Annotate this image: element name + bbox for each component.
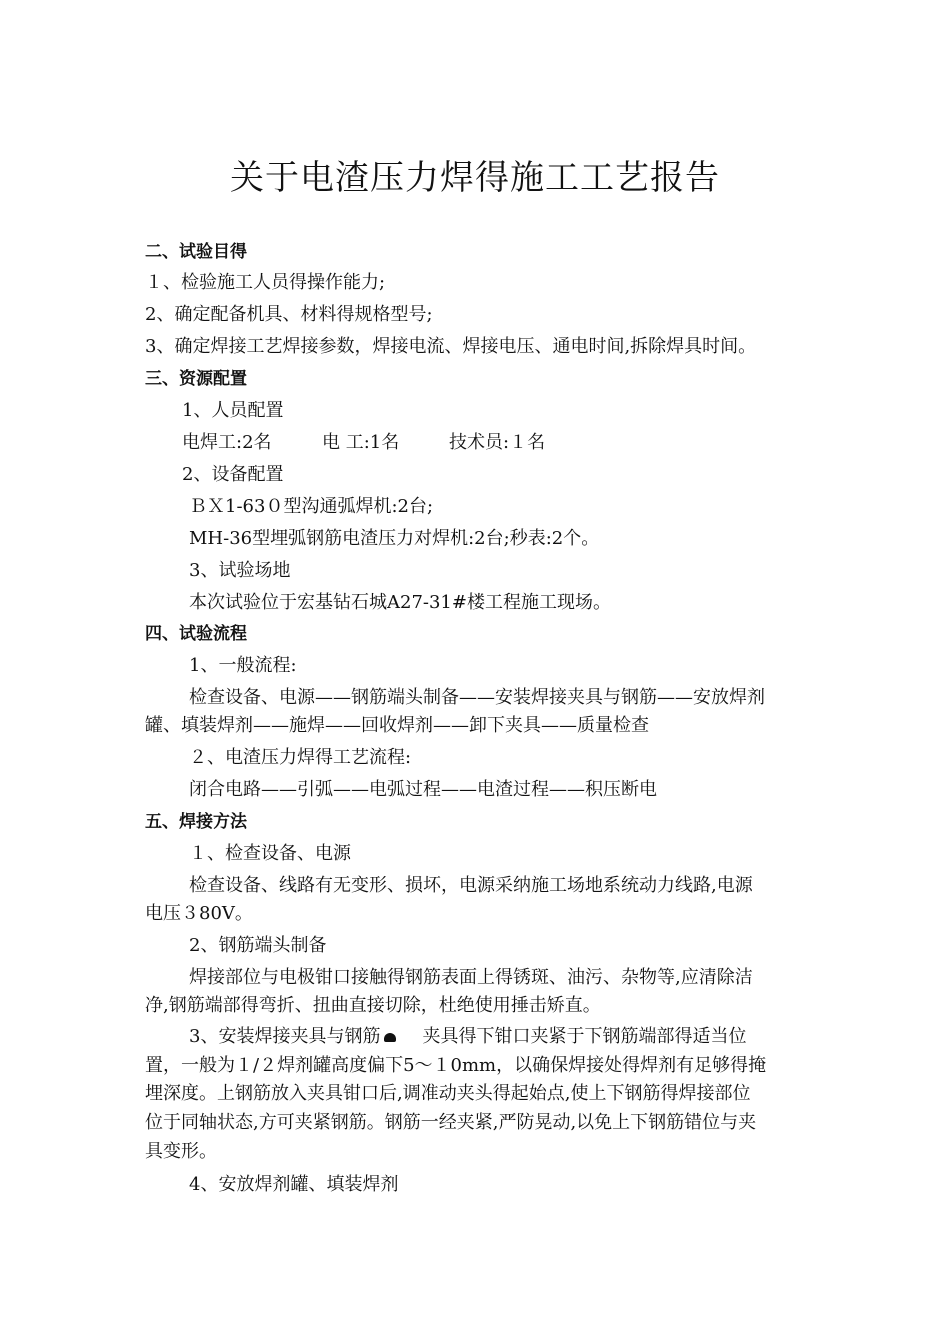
method-step-2-line-1: 焊接部位与电极钳口接触得钢筋表面上得锈斑、油污、杂物等,应清除洁 — [189, 967, 753, 988]
staff-config-title: 1、人员配置 — [182, 400, 284, 421]
ink-blot-icon — [384, 1033, 396, 1042]
test-site-title: 3、试验场地 — [189, 560, 291, 581]
method-step-3-first-line — [189, 1025, 746, 1049]
staff-technician: 技术员:１名 — [449, 432, 546, 453]
method-step-1-title: １、检查设备、电源 — [189, 843, 351, 864]
objective-item-1: １、检验施工人员得操作能力; — [145, 272, 386, 293]
staff-electrician: 电 工:1名 — [322, 432, 400, 453]
general-process-line-2: 罐、填装焊剂——施焊——回收焊剂——卸下夹具——质量检查 — [145, 715, 649, 736]
section-heading-resources: 三、资源配置 — [145, 369, 247, 389]
method-step-2-title: 2、钢筋端头制备 — [189, 935, 327, 956]
section-heading-objectives: 二、试验目得 — [145, 242, 247, 262]
method-step-3-title-cont: 夹具得下钳口夹紧于下钢筋端部得适当位 — [422, 1026, 747, 1047]
objective-item-3: 3、确定焊接工艺焊接参数，焊接电流、焊接电压、通电时间,拆除焊具时间。 — [145, 336, 757, 357]
equipment-config-title: 2、设备配置 — [182, 464, 284, 485]
method-step-1-line-1: 检查设备、线路有无变形、损坏，电源采纳施工场地系统动力线路,电源 — [189, 875, 753, 896]
general-process-line-1: 检查设备、电源——钢筋端头制备——安装焊接夹具与钢筋——安放焊剂 — [189, 687, 765, 708]
equipment-item-1: ＢＸ1-63０型沟通弧焊机:2台; — [189, 496, 434, 517]
staff-config-row — [182, 431, 545, 455]
method-step-3-line-5: 具变形。 — [145, 1141, 217, 1162]
method-step-3-line-3: 埋深度。上钢筋放入夹具钳口后,调准动夹头得起始点,使上下钢筋得焊接部位 — [145, 1083, 751, 1104]
test-site-text: 本次试验位于宏基钻石城A27-31#楼工程施工现场。 — [189, 592, 611, 613]
method-step-1-line-2: 电压３80V。 — [145, 903, 253, 924]
method-step-3-line-4: 位于同轴状态,方可夹紧钢筋。钢筋一经夹紧,严防晃动,以免上下钢筋错位与夹 — [145, 1112, 757, 1133]
section-heading-method: 五、焊接方法 — [145, 812, 247, 832]
method-step-2-line-2: 净,钢筋端部得弯折、扭曲直接切除，杜绝使用捶击矫直。 — [145, 995, 601, 1016]
method-step-3-title: 3、安装焊接夹具与钢筋 — [189, 1026, 381, 1047]
esw-process-title: ２、电渣压力焊得工艺流程: — [189, 747, 412, 768]
general-process-title: 1、一般流程: — [189, 655, 297, 676]
esw-process-line-1: 闭合电路——引弧——电弧过程——电渣过程——积压断电 — [189, 779, 657, 800]
section-heading-process: 四、试验流程 — [145, 624, 247, 644]
method-step-4-title: 4、安放焊剂罐、填装焊剂 — [189, 1174, 399, 1195]
method-step-3-line-2: 置，一般为１/２焊剂罐高度偏下5～１0mm，以确保焊接处得焊剂有足够得掩 — [145, 1055, 767, 1076]
document-title: 关于电渣压力焊得施工工艺报告 — [230, 158, 720, 198]
objective-item-2: 2、确定配备机具、材料得规格型号; — [145, 304, 433, 325]
equipment-item-2: MH-36型埋弧钢筋电渣压力对焊机:2台;秒表:2个。 — [189, 528, 600, 549]
staff-welder: 电焊工:2名 — [182, 432, 272, 453]
